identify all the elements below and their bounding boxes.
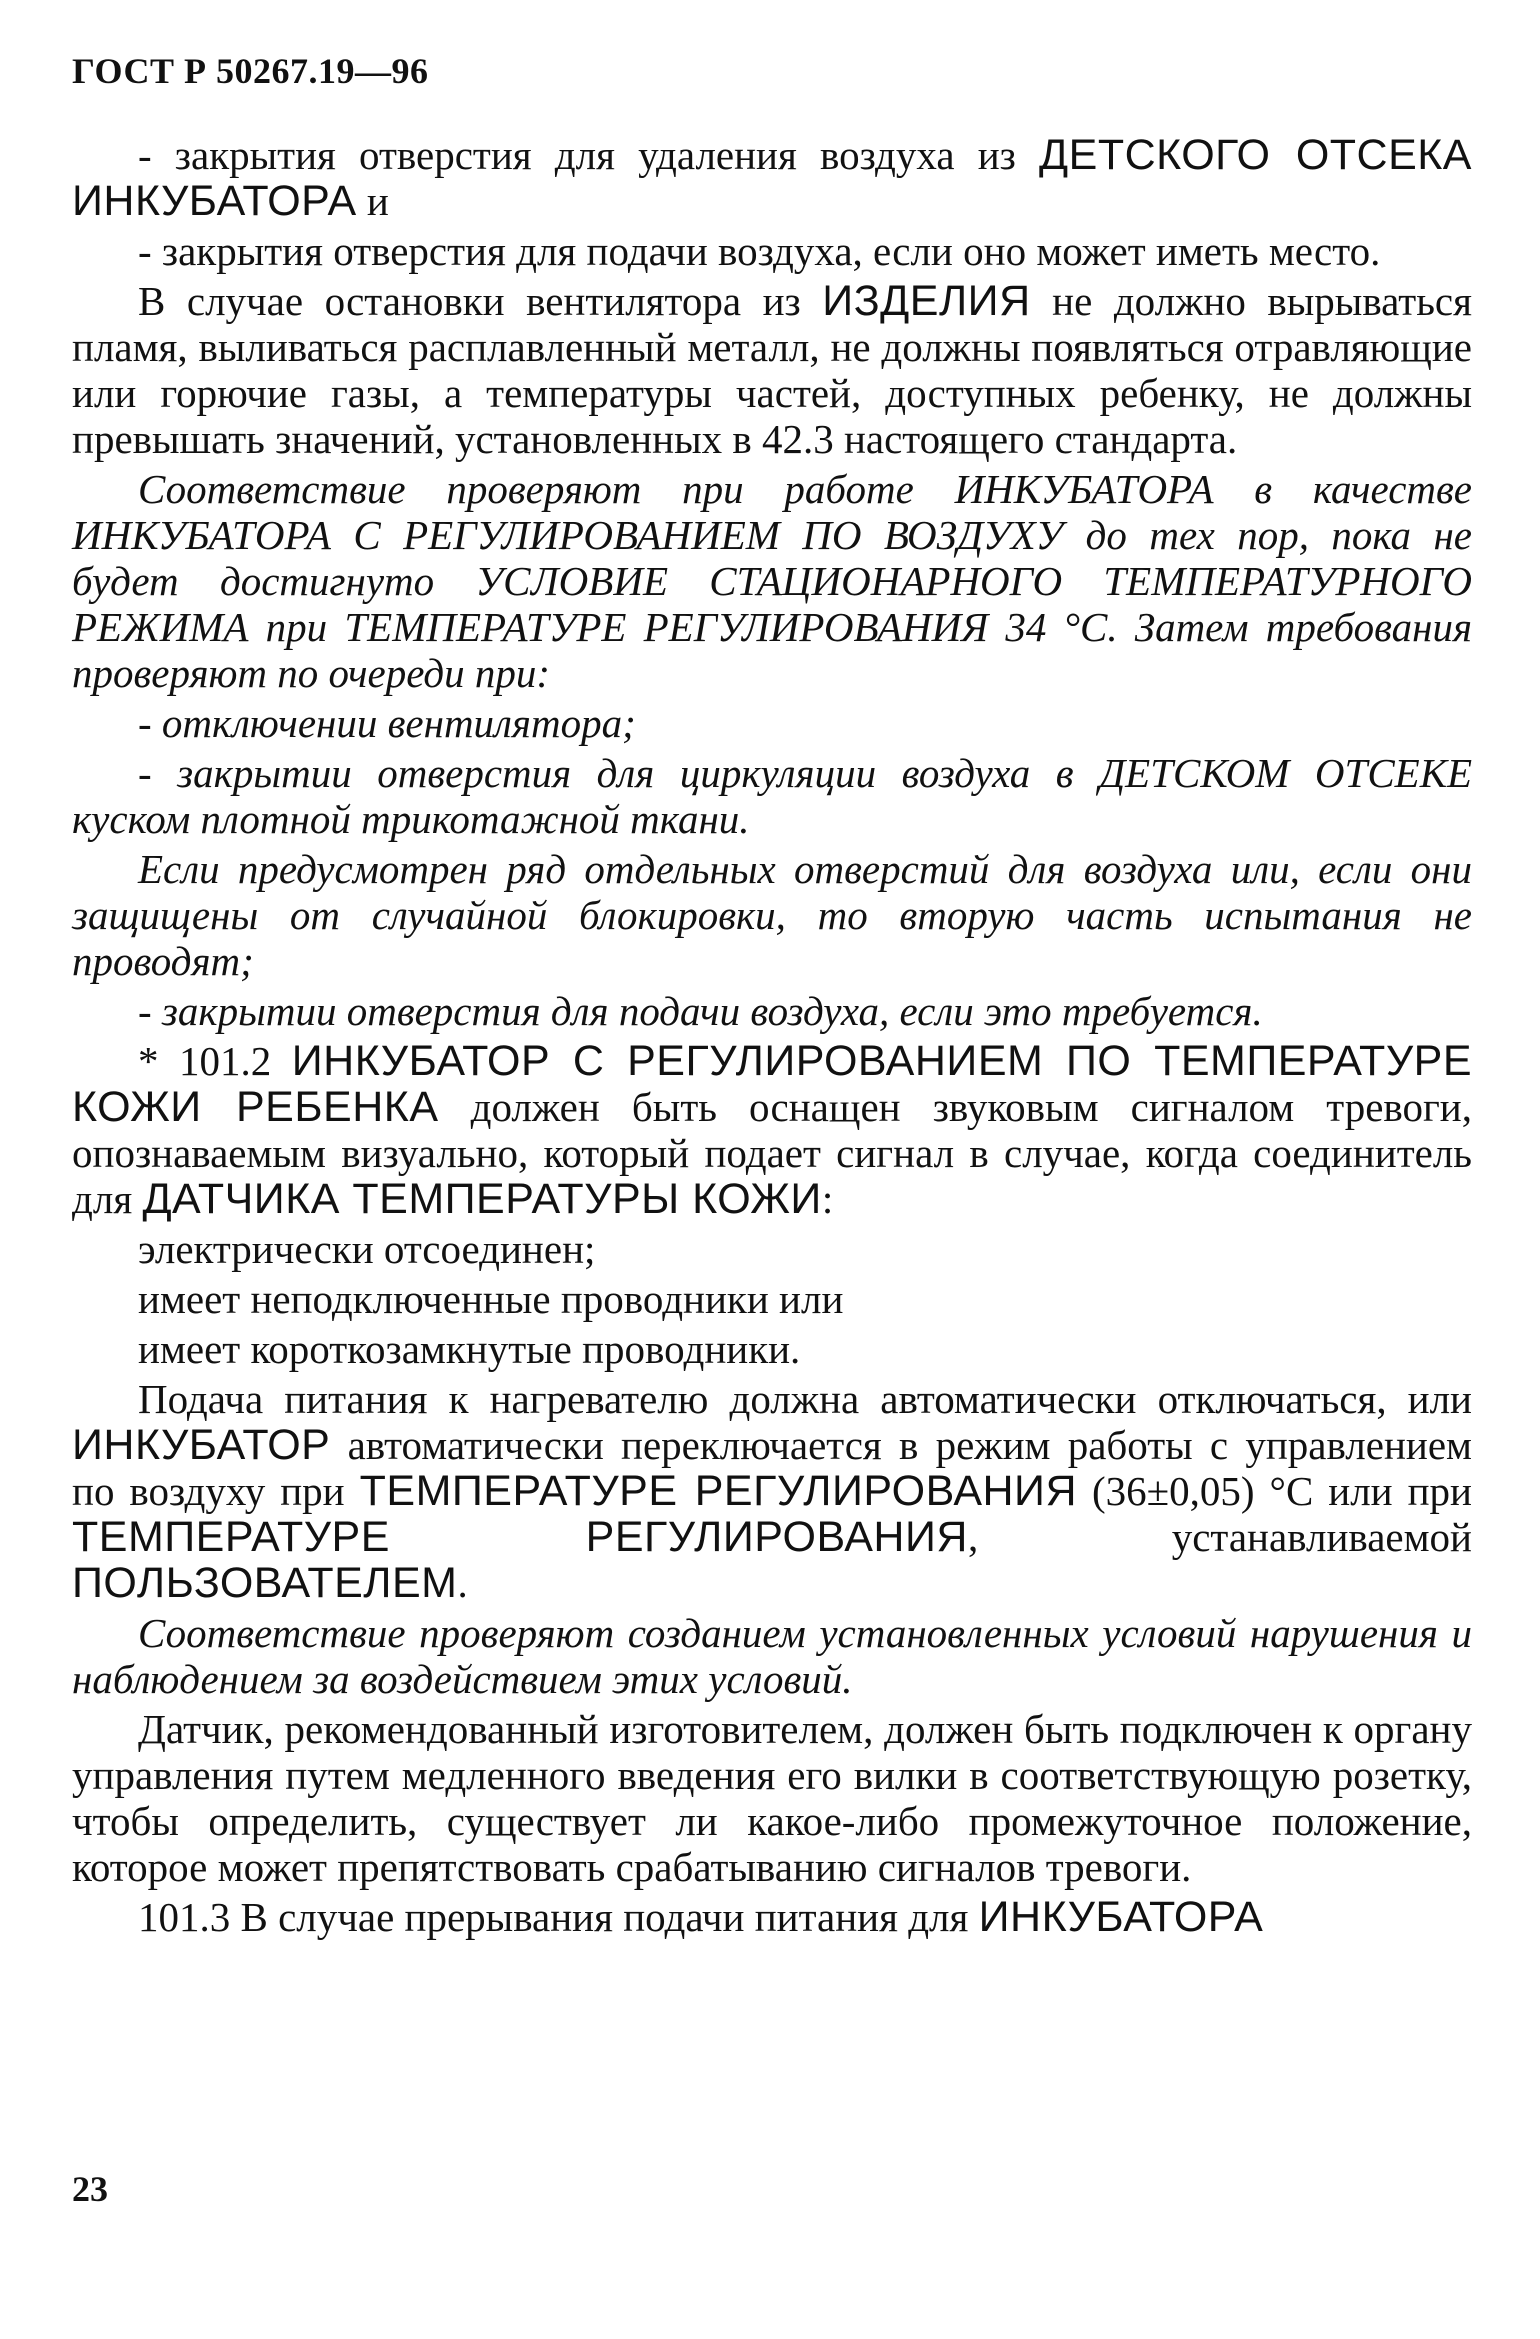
page-number: 23: [72, 2169, 108, 2209]
paragraph-heater-shutoff: Подача питания к нагревателю должна автоматически отключаться, или ИНКУБАТОР автоматически переключается в режим работы с управлением по воздуху при ТЕМПЕРАТУРЕ РЕГУЛИРОВАНИЯ (36±0,05) °С или при ТЕМПЕРАТУРЕ РЕГУЛИРОВАНИЯ, устанавливаемой ПОЛЬЗОВАТЕЛЕМ.: [72, 1376, 1472, 1607]
paragraph-compliance-fault-conditions: Соответствие проверяют созданием установленных условий нарушения и наблюдением за воздействием этих условий.: [72, 1610, 1472, 1702]
term-control-temperature: ТЕМПЕРАТУРЕ РЕГУЛИРОВАНИЯ: [359, 1467, 1078, 1515]
term-equipment: ИЗДЕЛИЯ: [822, 277, 1031, 325]
paragraph-fan-stop: В случае остановки вентилятора из ИЗДЕЛИЯ не должно вырываться пламя, выливаться расплавленный металл, не должны появляться отравляющие или горючие газы, а температуры частей, доступных ребенку, не должны превышать значений, установленных в 42.3 настоящего стандарта.: [72, 277, 1472, 462]
paragraph-close-supply: - закрытии отверстия для подачи воздуха, если это требуется.: [138, 988, 1263, 1034]
list-item-unconnected-conductors: имеет неподключенные проводники или: [138, 1276, 844, 1322]
paragraph-air-outlet: - закрытия отверстия для удаления воздуха из ДЕТСКОГО ОТСЕКА ИНКУБАТОРА и: [72, 131, 1472, 225]
term-control-temperature-2: ТЕМПЕРАТУРЕ РЕГУЛИРОВАНИЯ: [72, 1513, 968, 1561]
term-infant-compartment: ДЕТСКОГО ОТСЕКА ИНКУБАТОРА: [72, 131, 1472, 225]
paragraph-separate-openings: Если предусмотрен ряд отдельных отверстий для воздуха или, если они защищены от случайной блокировки, то вторую часть испытания не проводят;: [72, 846, 1472, 984]
term-operator: ПОЛЬЗОВАТЕЛЕМ: [72, 1559, 458, 1607]
paragraph-compliance-air-control: Соответствие проверяют при работе ИНКУБАТОРА в качестве ИНКУБАТОРА С РЕГУЛИРОВАНИЕМ ПО ВОЗДУХУ до тех пор, пока не будет достигнуто УСЛОВИЕ СТАЦИОНАРНОГО ТЕМПЕРАТУРНОГО РЕЖИМА при ТЕМПЕРАТУРЕ РЕГУЛИРОВАНИЯ 34 °С. Затем требования проверяют по очереди при:: [72, 466, 1472, 696]
term-incubator-genitive: ИНКУБАТОРА: [978, 1893, 1264, 1941]
list-item-disconnected: электрически отсоединен;: [138, 1226, 596, 1272]
paragraph-fan-off: - отключении вентилятора;: [138, 700, 636, 746]
paragraph-101-3: 101.3 В случае прерывания подачи питания для ИНКУБАТОРА: [138, 1893, 1264, 1941]
list-item-short-circuit: имеет короткозамкнутые проводники.: [138, 1326, 801, 1372]
paragraph-101-2: * 101.2 ИНКУБАТОР С РЕГУЛИРОВАНИЕМ ПО ТЕМПЕРАТУРЕ КОЖИ РЕБЕНКА должен быть оснащен звуковым сигналом тревоги, опознаваемым визуально, который подает сигнал в случае, когда соединитель для ДАТЧИКА ТЕМПЕРАТУРЫ КОЖИ:: [72, 1037, 1473, 1223]
term-incubator: ИНКУБАТОР: [72, 1421, 331, 1469]
paragraph-close-circulation: - закрытии отверстия для циркуляции воздуха в ДЕТСКОМ ОТСЕКЕ куском плотной трикотажной ткани.: [72, 750, 1472, 842]
term-skin-temperature-sensor: ДАТЧИКА ТЕМПЕРАТУРЫ КОЖИ: [142, 1175, 822, 1223]
document-code-header: ГОСТ Р 50267.19—96: [72, 51, 429, 91]
paragraph-air-inlet: - закрытия отверстия для подачи воздуха, если оно может иметь место.: [138, 228, 1381, 274]
document-body: [72, 132, 1472, 1944]
paragraph-sensor-connection: Датчик, рекомендованный изготовителем, должен быть подключен к органу управления путем медленного введения его вилки в соответствующую розетку, чтобы определить, существует ли какое-либо промежуточное положение, которое может препятствовать срабатыванию сигналов тревоги.: [72, 1706, 1472, 1890]
term-skin-controlled-incubator: ИНКУБАТОР С РЕГУЛИРОВАНИЕМ ПО ТЕМПЕРАТУРЕ КОЖИ РЕБЕНКА: [72, 1037, 1473, 1131]
